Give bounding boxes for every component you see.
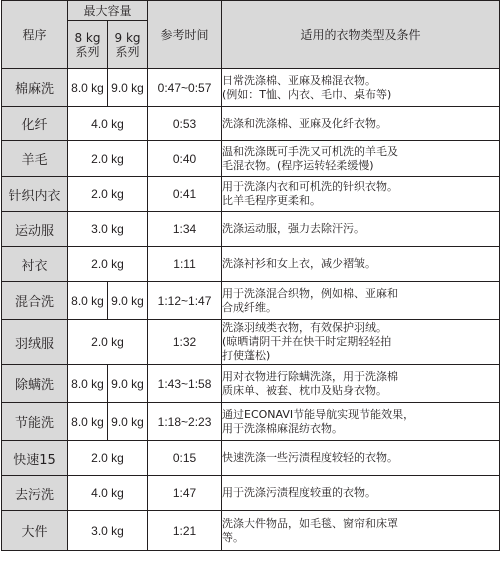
program-name: 衬衣	[2, 247, 68, 282]
program-table	[1, 0, 500, 551]
max-capacity: 3.0 kg	[68, 212, 148, 247]
reference-time: 0:15	[148, 441, 222, 476]
reference-time: 1:34	[148, 212, 222, 247]
program-name: 混合洗	[2, 282, 68, 320]
table-row	[2, 107, 500, 141]
capacity-9kg-series: 9.0 kg	[108, 69, 148, 107]
capacity-8kg-series: 8.0 kg	[68, 282, 108, 320]
clothing-description: 洗涤羽绒类衣物，有效保护羽绒。 (晾晒请阴干并在快干时定期轻轻拍 打使蓬松)	[222, 320, 500, 365]
clothing-description: 快速洗涤一些污渍程度较轻的衣物。	[222, 441, 500, 476]
header-reference-time: 参考时间	[148, 1, 222, 69]
max-capacity: 3.0 kg	[68, 511, 148, 551]
program-name: 棉麻洗	[2, 69, 68, 107]
table-row	[2, 177, 500, 212]
header-9kg-weight: 9 kg	[114, 30, 141, 45]
capacity-9kg-series: 9.0 kg	[108, 282, 148, 320]
clothing-description: 温和洗涤既可手洗又可机洗的羊毛及 毛混衣物。(程序运转轻柔缓慢)	[222, 141, 500, 177]
clothing-description: 洗涤衬衫和女上衣，减少褶皱。	[222, 247, 500, 282]
reference-time: 1:11	[148, 247, 222, 282]
program-name: 大件	[2, 511, 68, 551]
table-row	[2, 476, 500, 511]
max-capacity: 2.0 kg	[68, 441, 148, 476]
program-name: 羊毛	[2, 141, 68, 177]
table-row	[2, 69, 500, 107]
header-8kg-weight: 8 kg	[74, 30, 101, 45]
program-name: 快速15	[2, 441, 68, 476]
table-row	[2, 320, 500, 365]
reference-time: 1:12~1:47	[148, 282, 222, 320]
clothing-description: 用对衣物进行除螨洗涤，用于洗涤棉 质床单、被套、枕巾及贴身衣物。	[222, 365, 500, 403]
max-capacity: 2.0 kg	[68, 320, 148, 365]
header-9kg-series: 系列	[115, 44, 140, 59]
max-capacity: 2.0 kg	[68, 247, 148, 282]
clothing-description: 用于洗涤污渍程度较重的衣物。	[222, 476, 500, 511]
capacity-8kg-series: 8.0 kg	[68, 403, 108, 441]
clothing-description: 洗涤大件物品，如毛毯、窗帘和床罩 等。	[222, 511, 500, 551]
table-row	[2, 441, 500, 476]
reference-time: 0:47~0:57	[148, 69, 222, 107]
reference-time: 1:47	[148, 476, 222, 511]
header-8kg-series: 系列	[75, 44, 100, 59]
max-capacity: 2.0 kg	[68, 177, 148, 212]
reference-time: 0:41	[148, 177, 222, 212]
header-capacity-9kg	[108, 21, 148, 69]
program-name: 针织内衣	[2, 177, 68, 212]
table-row	[2, 403, 500, 441]
header-max-capacity: 最大容量	[68, 1, 148, 21]
clothing-description: 用于洗涤混合织物，例如棉、亚麻和 合成纤维。	[222, 282, 500, 320]
table-row	[2, 212, 500, 247]
capacity-9kg-series: 9.0 kg	[108, 365, 148, 403]
clothing-description: 用于洗涤内衣和可机洗的针织衣物。 比羊毛程序更柔和。	[222, 177, 500, 212]
header-program: 程序	[2, 1, 68, 69]
table-row	[2, 365, 500, 403]
clothing-description: 通过ECONAVI节能导航实现节能效果， 用于洗涤棉麻混纺衣物。	[222, 403, 500, 441]
capacity-8kg-series: 8.0 kg	[68, 69, 108, 107]
reference-time: 1:32	[148, 320, 222, 365]
clothing-description: 洗涤运动服，强力去除汗污。	[222, 212, 500, 247]
capacity-8kg-series: 8.0 kg	[68, 365, 108, 403]
header-row-1	[2, 1, 500, 21]
program-name: 去污洗	[2, 476, 68, 511]
max-capacity: 2.0 kg	[68, 141, 148, 177]
program-name: 节能洗	[2, 403, 68, 441]
reference-time: 1:43~1:58	[148, 365, 222, 403]
table-row	[2, 247, 500, 282]
clothing-description: 洗涤和洗涤棉、亚麻及化纤衣物。	[222, 107, 500, 141]
program-name: 运动服	[2, 212, 68, 247]
program-name: 除螨洗	[2, 365, 68, 403]
max-capacity: 4.0 kg	[68, 107, 148, 141]
reference-time: 1:18~2:23	[148, 403, 222, 441]
max-capacity: 4.0 kg	[68, 476, 148, 511]
clothing-description: 日常洗涤棉、亚麻及棉混衣物。 (例如：T恤、内衣、毛巾、桌布等)	[222, 69, 500, 107]
header-capacity-8kg	[68, 21, 108, 69]
program-name: 羽绒服	[2, 320, 68, 365]
table-row	[2, 511, 500, 551]
reference-time: 1:21	[148, 511, 222, 551]
table-body	[2, 69, 500, 551]
capacity-9kg-series: 9.0 kg	[108, 403, 148, 441]
program-name: 化纤	[2, 107, 68, 141]
reference-time: 0:53	[148, 107, 222, 141]
reference-time: 0:40	[148, 141, 222, 177]
header-suitable-clothing: 适用的衣物类型及条件	[222, 1, 500, 69]
table-row	[2, 282, 500, 320]
table-row	[2, 141, 500, 177]
